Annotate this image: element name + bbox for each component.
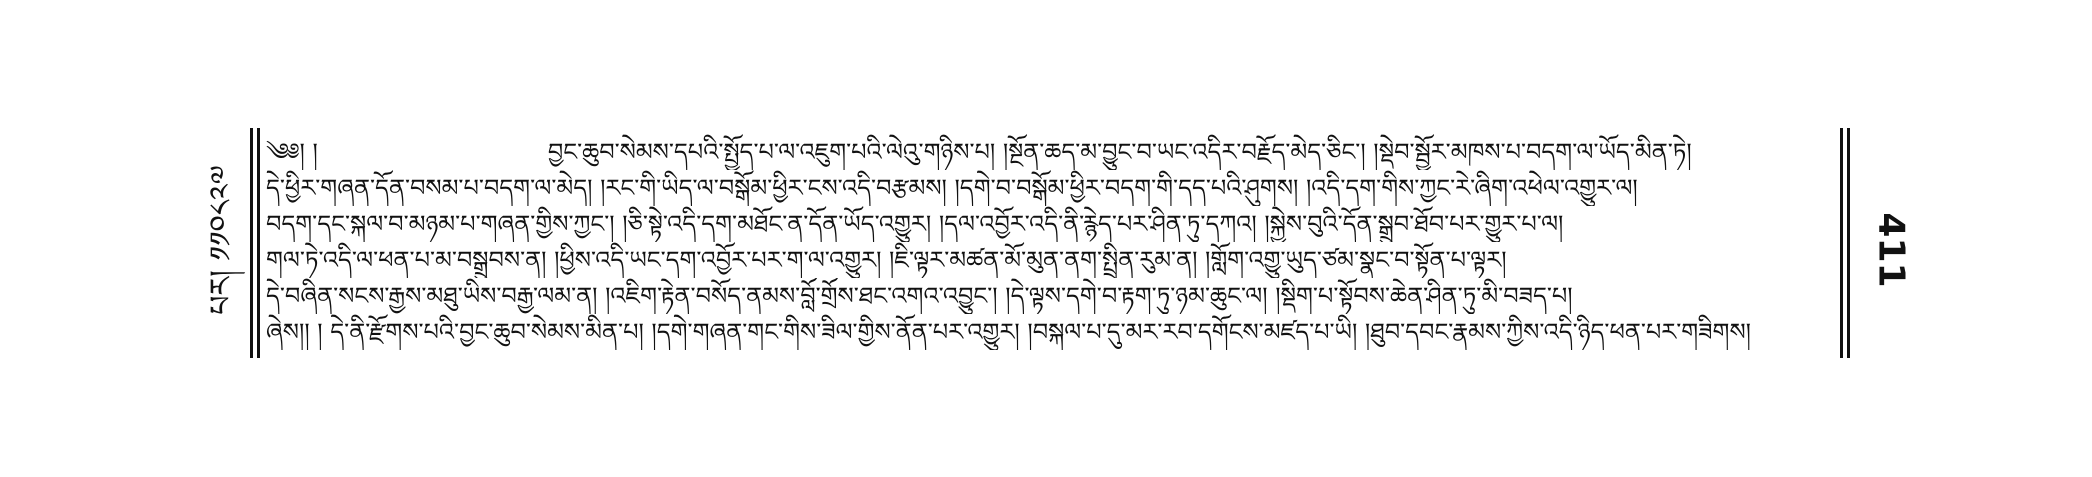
left-margin-note bbox=[205, 120, 255, 360]
line-text: དེ་བཞིན་སངས་རྒྱས་མཐུ་ཡིས་བརྒྱ་ལམ་ན། །འཇིག་རྟེན་བསོད་ནམས་བློ་གྲོས་ཐང་འགའ་འབྱུང་། །དེ་ལྟས་དགེ་བ་རྟག་ཏུ་ཉམ་ཆུང་ལ། །སྡིག་པ་སྟོབས་ཆེན་ཤིན་ཏུ་མི་བཟད་པ། bbox=[266, 282, 1573, 310]
text-line-5 bbox=[266, 278, 1834, 314]
left-margin-note-text: པར། ༡༡༠༨༢༧ bbox=[204, 165, 239, 315]
text-line-3 bbox=[266, 206, 1834, 242]
text-frame bbox=[250, 128, 1850, 358]
line-text: གལ་ཏེ་འདི་ལ་ཕན་པ་མ་བསྒྲུབས་ན། །ཕྱིས་འདི་ཡང་དག་འབྱོར་པར་ག་ལ་འགྱུར། །ཇི་ལྟར་མཚན་མོ་མུན་ནག་སྤྲིན་རུམ་ན། །གློག་འགྱུ་ཡུད་ཙམ་སྣང་བ་སྟོན་པ་ལྟར། bbox=[266, 246, 1507, 274]
left-double-rule bbox=[250, 128, 260, 358]
line-text: བྱང་ཆུབ་སེམས་དཔའི་སྤྱོད་པ་ལ་འཇུག་པའི་ལེའུ་གཉིས་པ། །སྔོན་ཆད་མ་བྱུང་བ་ཡང་འདིར་བརྗོད་མེད་ཅིང་། །སྡེབ་སྦྱོར་མཁས་པ་བདག་ལ་ཡོད་མིན་ཏེ། bbox=[547, 138, 1692, 166]
page-number bbox=[1866, 210, 1916, 290]
text-line-4 bbox=[266, 242, 1834, 278]
tibetan-text-block bbox=[266, 134, 1834, 352]
line-text: དེ་ནི་རྫོགས་པའི་བྱང་ཆུབ་སེམས་མིན་པ། །དགེ་གཞན་གང་གིས་ཟིལ་གྱིས་ནོན་པར་འགྱུར། །བསྐལ་པ་དུ་མར་རབ་དགོངས་མཛད་པ་ཡི། །ཐུབ་དབང་རྣམས་ཀྱིས་འདི་ཉིད་ཕན་པར་གཟིགས། bbox=[330, 318, 1751, 346]
text-line-1 bbox=[266, 134, 1834, 170]
page-number-text: 411 bbox=[1870, 212, 1912, 288]
right-double-rule bbox=[1840, 128, 1850, 358]
line-text: དེ་ཕྱིར་གཞན་དོན་བསམ་པ་བདག་ལ་མེད། །རང་གི་ཡིད་ལ་བསྒོམ་ཕྱིར་ངས་འདི་བརྩམས། །དགེ་བ་བསྒོམ་ཕྱིར་བདག་གི་དད་པའི་ཤུགས། །འདི་དག་གིས་ཀྱང་རེ་ཞིག་འཕེལ་འགྱུར་ལ། bbox=[266, 174, 1638, 202]
opening-mark: ༄༅། ། bbox=[266, 138, 318, 166]
line-text: བདག་དང་སྐལ་བ་མཉམ་པ་གཞན་གྱིས་ཀྱང་། །ཅི་སྟེ་འདི་དག་མཐོང་ན་དོན་ཡོད་འགྱུར། །དལ་འབྱོར་འདི་ནི་རྙེད་པར་ཤིན་ཏུ་དཀའ། །སྐྱེས་བུའི་དོན་སྒྲུབ་ཐོབ་པར་གྱུར་པ་ལ། bbox=[266, 210, 1564, 238]
line-lead: ཞེས།། ། bbox=[266, 318, 323, 346]
text-line-2 bbox=[266, 170, 1834, 206]
text-line-6 bbox=[266, 314, 1834, 350]
